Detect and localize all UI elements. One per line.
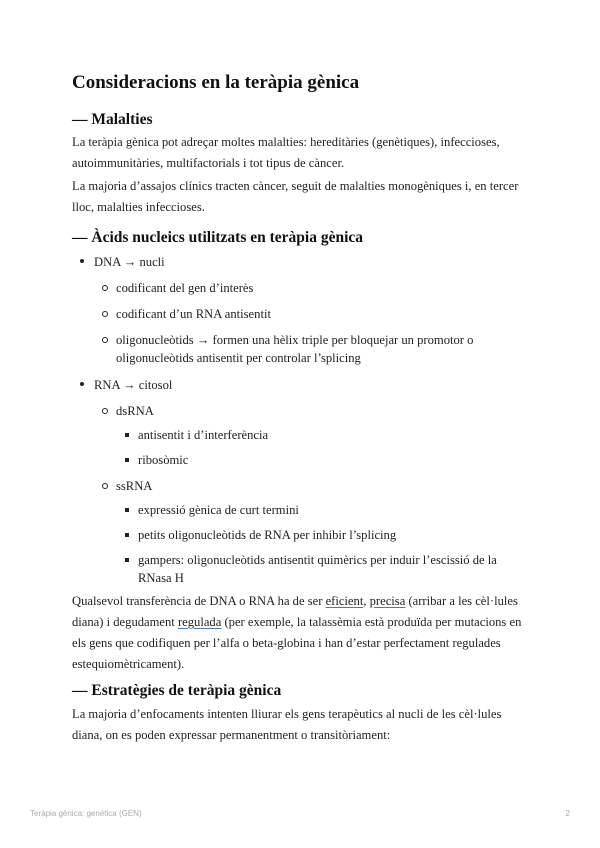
footer-document-title: Teràpia gènica: genètica (GEN) <box>30 809 142 818</box>
page-footer <box>30 809 570 818</box>
paragraph-malalties-1: La teràpia gènica pot adreçar moltes malalties: hereditàries (genètiques), infeccioses, autoimmunitàries, multifactorials i tot tipus de càncer. <box>72 135 500 170</box>
section-heading-estrategies: — Estratègies de teràpia gènica <box>72 682 282 699</box>
section-heading-acids-nucleics: — Àcids nucleics utilitzats en teràpia gènica <box>72 229 364 246</box>
list-item: gampers: oligonucleòtids antisentit quimèrics per induir l’escissió de la RNasa H <box>116 551 528 587</box>
text-run: (per exemple, la talassèmia està produïda per mutacions en els gens que codifiquen per l’alfa o beta-globina i han d’estar perfectament regulades estequiomètricament). <box>72 615 522 671</box>
list-item: expressió gènica de curt termini <box>116 501 528 519</box>
list-item-rna <box>72 375 528 587</box>
list-item-dna <box>72 252 528 367</box>
list-item: petits oligonucleòtids de RNA per inhibir l’splicing <box>116 526 528 544</box>
paragraph-transfer-requirements <box>72 591 528 675</box>
list-item: codificant del gen d’interès <box>94 279 528 297</box>
highlight-regulada: regulada <box>177 615 222 629</box>
page-number: 2 <box>565 809 570 818</box>
list-item: ribosòmic <box>116 451 528 469</box>
list-item-label: dsRNA <box>116 404 154 418</box>
highlight-eficient: eficient <box>325 594 364 608</box>
paragraph-estrategies: La majoria d’enfocaments intenten lliurar els gens terapèutics al nucli de les cèl·lules diana, on es poden expressar permanentment o transitòriament: <box>72 707 502 742</box>
highlight-precisa: precisa <box>369 594 406 608</box>
text-run: (arribar a les cèl·lules diana) i degudament <box>72 594 518 629</box>
list-item-dsrna <box>94 402 528 469</box>
nucleic-acid-list <box>72 252 528 595</box>
list-item: antisentit i d’interferència <box>116 426 528 444</box>
list-item-label: RNA → citosol <box>94 378 173 392</box>
text-run: , <box>363 594 370 608</box>
paragraph-malalties-2: La majoria d’assajos clínics tracten càncer, seguit de malalties monogèniques i, en tercer lloc, malalties infeccioses. <box>72 179 519 214</box>
list-item-ssrna <box>94 477 528 587</box>
page-title: Consideracions en la teràpia gènica <box>72 72 360 93</box>
list-item-label: ssRNA <box>116 479 153 493</box>
list-item-label: DNA → nucli <box>94 255 165 269</box>
text-run: Qualsevol transferència de DNA o RNA ha de ser <box>72 594 326 608</box>
section-heading-malalties: — Malalties <box>72 111 153 128</box>
list-item: oligonucleòtids → formen una hèlix triple per bloquejar un promotor o oligonucleòtids antisentit per controlar l’splicing <box>94 331 528 367</box>
list-item: codificant d’un RNA antisentit <box>94 305 528 323</box>
